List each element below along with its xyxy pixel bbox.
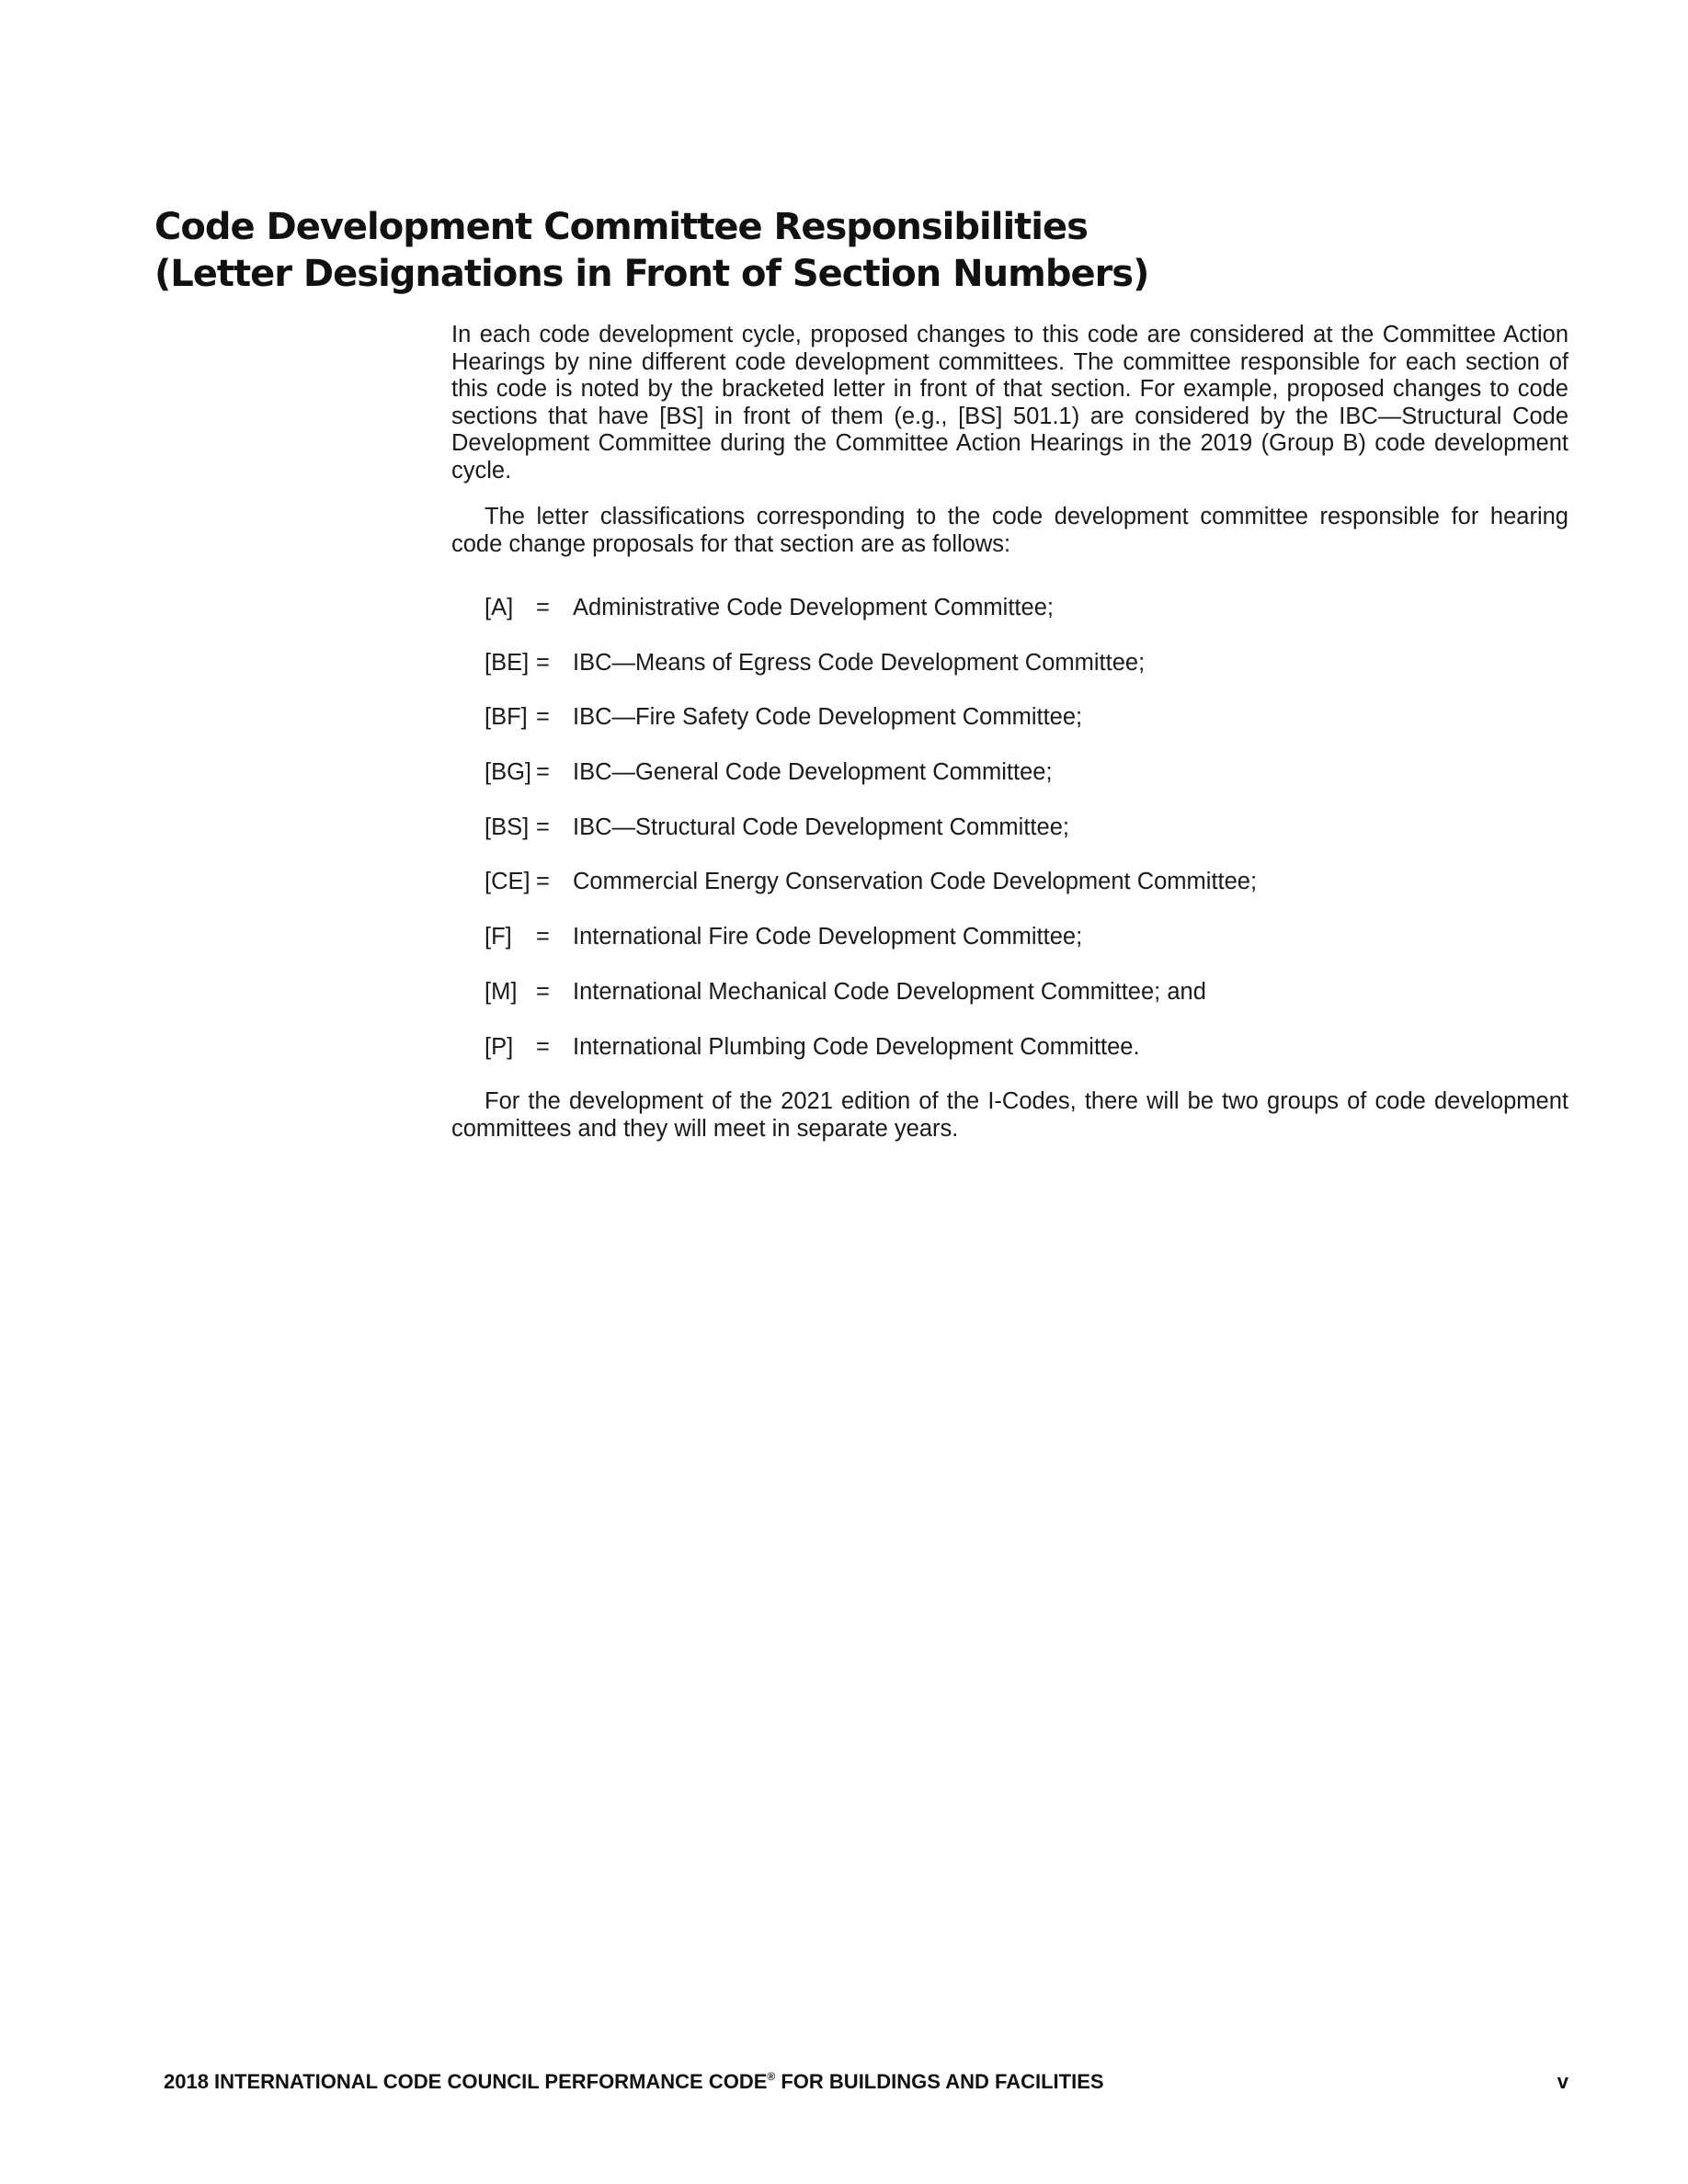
footer-title-part-2: FOR BUILDINGS AND FACILITIES xyxy=(775,2070,1104,2093)
intro-paragraph: In each code development cycle, proposed changes to this code are considered at the Committee Action Hearings by nine different code development committees. The committee responsible for each section of this code is noted by the bracketed letter in front of that section. For example, proposed changes to code sections that have [BS] in front of them (e.g., [BS] 501.1) are considered by the IBC—Structural Code Development Committee during the Committee Action Hearings in the 2019 (Group B) code development cycle. xyxy=(451,322,1568,483)
designation-item xyxy=(451,814,1568,842)
designation-item xyxy=(451,595,1568,622)
designation-committee: International Mechanical Code Development Committee; and xyxy=(573,978,1206,1005)
designation-committee: International Plumbing Code Development Committee. xyxy=(573,1033,1140,1060)
designation-committee: Administrative Code Development Committee; xyxy=(573,595,1054,620)
registered-mark: ® xyxy=(767,2070,776,2083)
designation-code: [BS] xyxy=(485,813,530,840)
body-text-column xyxy=(451,322,1568,1162)
page-title xyxy=(154,204,1350,298)
page-number: v xyxy=(1557,2070,1568,2093)
designation-code: [BE] xyxy=(485,649,530,676)
designation-item xyxy=(451,869,1568,896)
designation-item xyxy=(451,650,1568,677)
closing-paragraph: For the development of the 2021 edition of the I-Codes, there will be two groups of code development committees and they will meet in separate years. xyxy=(451,1088,1568,1142)
designation-code: [BF] xyxy=(485,704,528,731)
designation-committee: IBC—Fire Safety Code Development Committee; xyxy=(573,704,1083,731)
designation-equals: = xyxy=(536,1033,550,1060)
designation-equals: = xyxy=(536,759,550,786)
designation-item xyxy=(451,759,1568,787)
designation-item xyxy=(451,979,1568,1007)
designation-committee: Commercial Energy Conservation Code Development Committee; xyxy=(573,869,1258,895)
designation-equals: = xyxy=(536,978,550,1005)
designation-equals: = xyxy=(536,869,550,895)
designation-code: [P] xyxy=(485,1033,514,1060)
designation-code: [F] xyxy=(485,924,512,950)
designation-item xyxy=(451,924,1568,951)
designation-equals: = xyxy=(536,924,550,950)
page-title-line-1: Code Development Committee Responsibilities xyxy=(154,206,1088,248)
footer-title-part-1: 2018 INTERNATIONAL CODE COUNCIL PERFORMANCE CODE xyxy=(164,2070,768,2093)
designation-code: [BG] xyxy=(485,759,532,786)
designation-list xyxy=(451,595,1568,1061)
designation-code: [M] xyxy=(485,978,518,1005)
designation-equals: = xyxy=(536,595,550,620)
designation-code: [CE] xyxy=(485,869,530,895)
designation-committee: IBC—Structural Code Development Committee; xyxy=(573,813,1069,840)
designation-item xyxy=(451,704,1568,732)
designation-equals: = xyxy=(536,649,550,676)
designation-code: [A] xyxy=(485,595,514,620)
designation-committee: International Fire Code Development Committee; xyxy=(573,924,1083,950)
designation-equals: = xyxy=(536,704,550,731)
running-footer-title xyxy=(164,2070,1104,2094)
designation-equals: = xyxy=(536,813,550,840)
designation-committee: IBC—Means of Egress Code Development Committee; xyxy=(573,649,1146,676)
designation-item xyxy=(451,1034,1568,1062)
designation-committee: IBC—General Code Development Committee; xyxy=(573,759,1053,786)
classifications-paragraph: The letter classifications corresponding to the code development committee responsible for hearing code change proposals for that section are as follows: xyxy=(451,504,1568,557)
page-title-line-2: (Letter Designations in Front of Section Numbers) xyxy=(154,253,1149,295)
